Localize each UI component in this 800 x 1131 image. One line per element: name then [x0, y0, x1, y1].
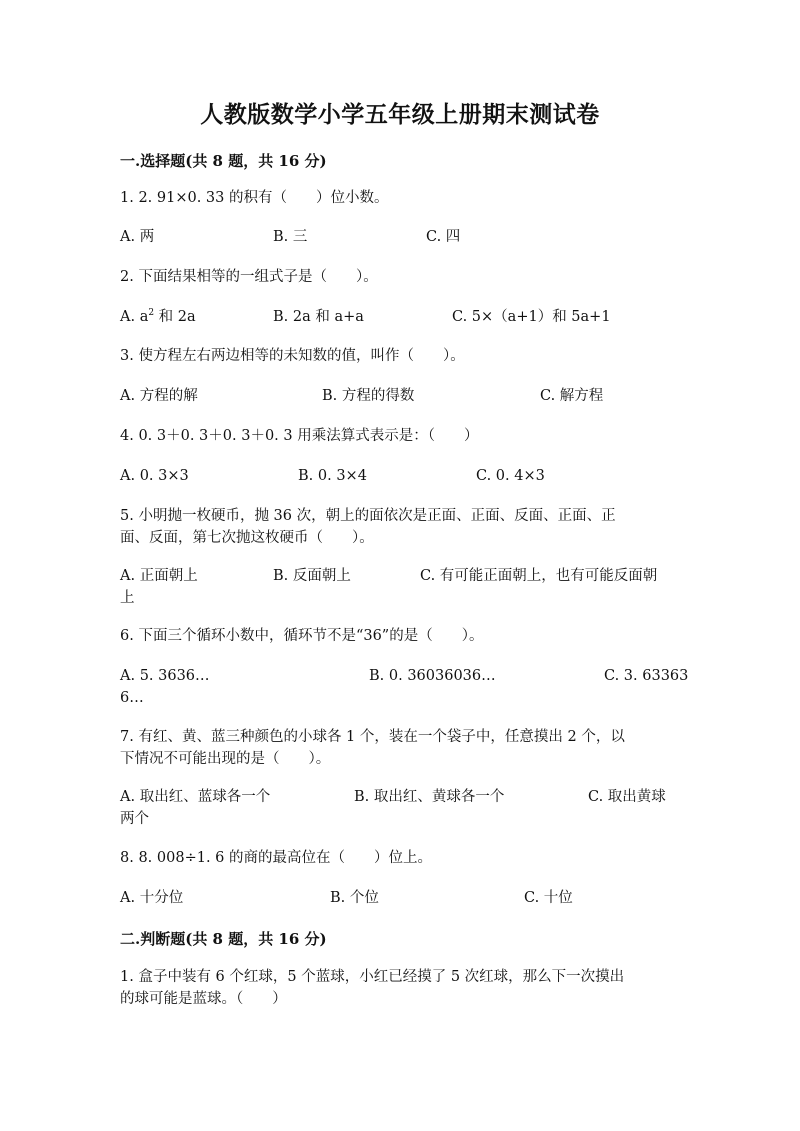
question-3-stem: 3. 使方程左右两边相等的未知数的值，叫作（ ）。 — [120, 348, 465, 364]
question-4-option-a: A. 0. 3×3 — [120, 468, 189, 484]
question-5-option-c-continued: 上 — [120, 590, 135, 606]
section-heading-choice: 一.选择题(共 8 题，共 16 分) — [120, 152, 327, 170]
question-6-option-c: C. 3. 63363 — [604, 668, 689, 684]
question-8-stem: 8. 8. 008÷1. 6 的商的最高位在（ ）位上。 — [120, 850, 432, 866]
question-4-stem: 4. 0. 3＋0. 3＋0. 3＋0. 3 用乘法算式表示是：（ ） — [120, 428, 479, 444]
question-2-option-c: C. 5×（a+1）和 5a+1 — [452, 309, 611, 325]
question-8-option-c: C. 十位 — [524, 890, 573, 906]
question-2-option-b: B. 2a 和 a+a — [273, 309, 364, 325]
question-7-option-c: C. 取出黄球 — [588, 789, 666, 805]
question-6-option-c-continued: 6… — [120, 690, 144, 706]
exponent: 2 — [148, 308, 155, 318]
question-3-option-a: A. 方程的解 — [120, 388, 198, 404]
question-3-option-b: B. 方程的得数 — [322, 388, 415, 404]
question-5-stem-line-2: 面、反面，第七次抛这枚硬币（ ）。 — [120, 530, 374, 546]
question-2-stem: 2. 下面结果相等的一组式子是（ ）。 — [120, 269, 378, 285]
question-5-stem-line-1: 5. 小明抛一枚硬币，抛 36 次，朝上的面依次是正面、正面、反面、正面、正 — [120, 508, 616, 524]
question-4-option-b: B. 0. 3×4 — [298, 468, 367, 484]
judgement-1-stem-line-1: 1. 盒子中装有 6 个红球，5 个蓝球，小红已经摸了 5 次红球，那么下一次摸出 — [120, 969, 625, 985]
question-8-option-b: B. 个位 — [330, 890, 379, 906]
question-8-option-a: A. 十分位 — [120, 890, 184, 906]
question-7-option-b: B. 取出红、黄球各一个 — [354, 789, 505, 805]
question-7-option-c-continued: 两个 — [120, 811, 149, 827]
question-5-option-a: A. 正面朝上 — [120, 568, 198, 584]
exam-title: 人教版数学小学五年级上册期末测试卷 — [200, 101, 600, 128]
question-1-option-b: B. 三 — [273, 229, 308, 245]
question-7-stem-line-1: 7. 有红、黄、蓝三种颜色的小球各 1 个，装在一个袋子中，任意摸出 2 个，以 — [120, 729, 625, 745]
question-2-option-a: A. $a^2$ 和 2a — [120, 308, 196, 325]
question-1-option-c: C. 四 — [426, 229, 461, 245]
question-4-option-c: C. 0. 4×3 — [476, 468, 545, 484]
judgement-1-stem-line-2: 的球可能是蓝球。（ ） — [120, 991, 287, 1007]
question-6-option-b: B. 0. 36036036… — [369, 668, 496, 684]
question-7-option-a: A. 取出红、蓝球各一个 — [120, 789, 271, 805]
question-5-option-b: B. 反面朝上 — [273, 568, 351, 584]
question-7-stem-line-2: 下情况不可能出现的是（ ）。 — [120, 751, 331, 767]
section-heading-judgement: 二.判断题(共 8 题，共 16 分) — [120, 930, 327, 948]
question-6-stem: 6. 下面三个循环小数中，循环节不是“36”的是（ ）。 — [120, 628, 484, 644]
question-1-stem: 1. 2. 91×0. 33 的积有（ ）位小数。 — [120, 190, 389, 206]
question-1-option-a: A. 两 — [120, 229, 155, 245]
question-6-option-a: A. 5. 3636… — [120, 668, 210, 684]
question-3-option-c: C. 解方程 — [540, 388, 604, 404]
question-5-option-c: C. 有可能正面朝上，也有可能反面朝 — [420, 568, 658, 584]
